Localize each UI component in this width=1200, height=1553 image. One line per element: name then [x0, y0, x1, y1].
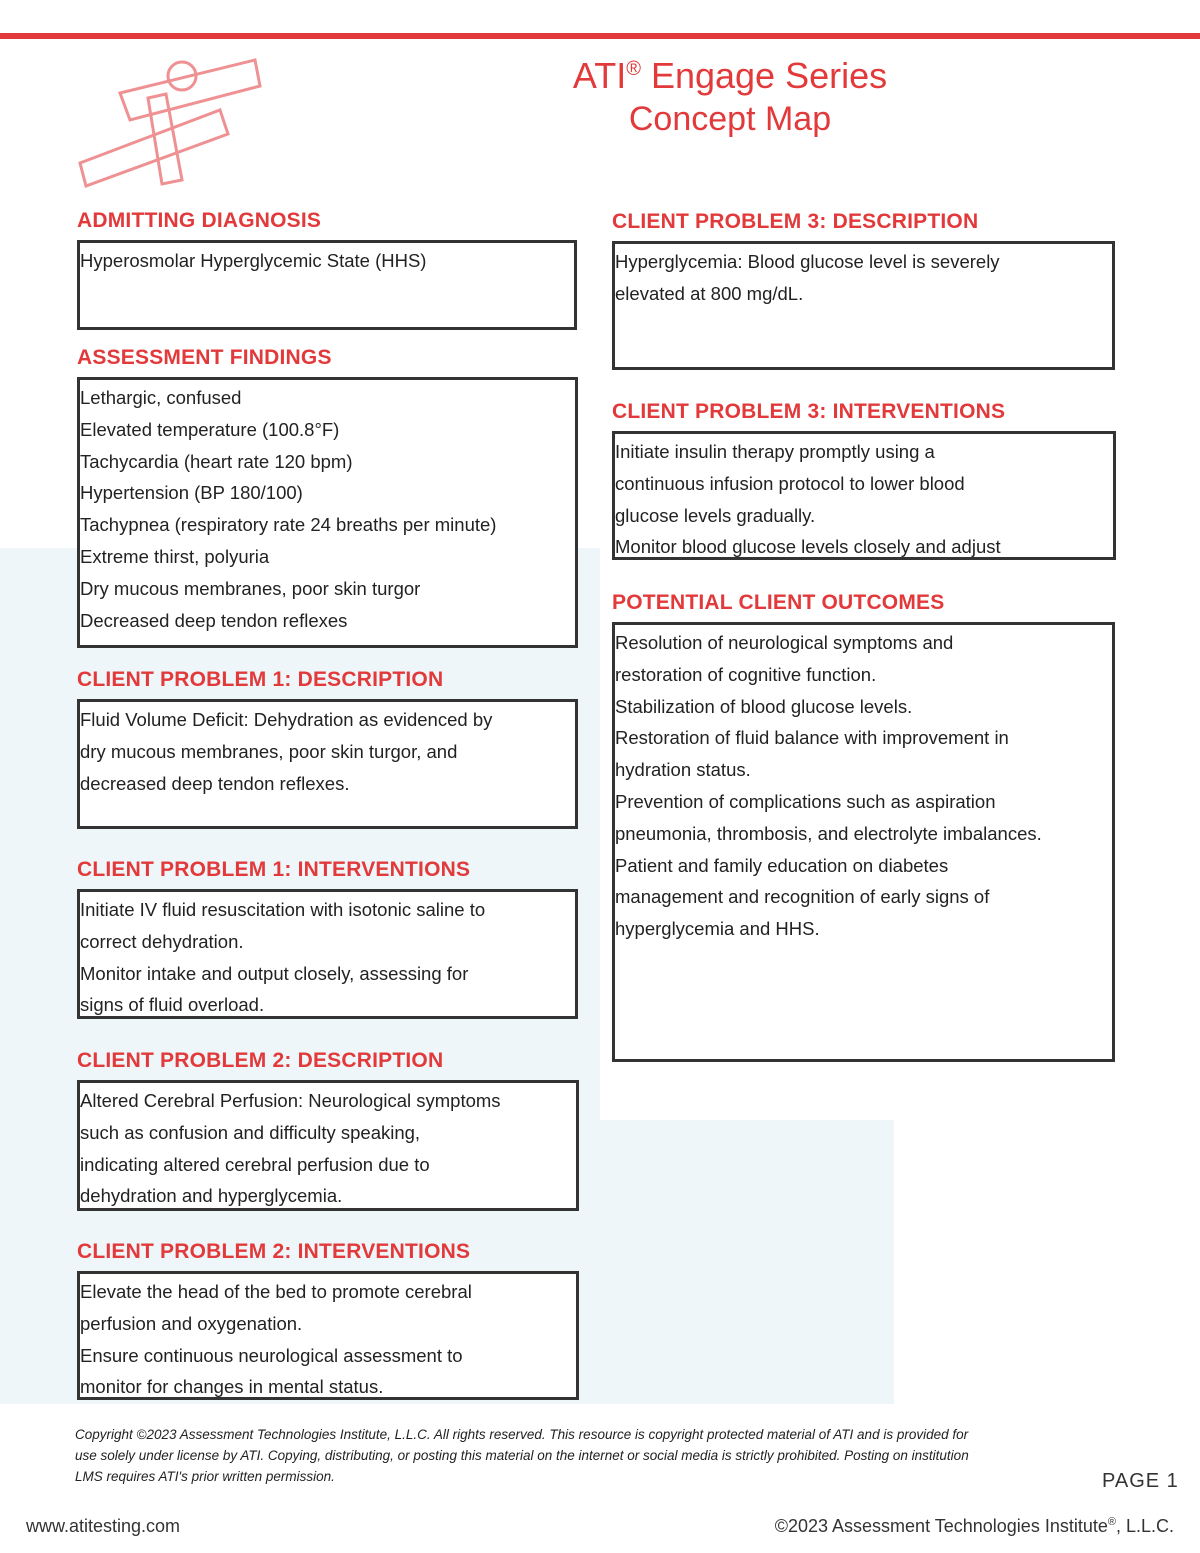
text-line: monitor for changes in mental status. — [80, 1376, 384, 1398]
ati-figure-logo-icon — [70, 48, 270, 188]
section-heading: CLIENT PROBLEM 1: DESCRIPTION — [77, 668, 444, 691]
text-line: pneumonia, thrombosis, and electrolyte imbalances. — [615, 822, 1042, 844]
section-problem1-description — [77, 667, 578, 829]
text-line: Hyperosmolar Hyperglycemic State (HHS) — [80, 250, 427, 271]
footer-company: ©2023 Assessment Technologies Institute®, L.L.C. — [774, 1516, 1174, 1536]
text-box — [612, 622, 1115, 1062]
text-line: Initiate IV fluid resuscitation with isotonic saline to — [80, 899, 486, 920]
text-line: Initiate insulin therapy promptly using a — [615, 441, 935, 462]
page-title: ATI® Engage Series — [572, 55, 888, 96]
section-heading: ASSESSMENT FINDINGS — [77, 346, 332, 369]
text-line: continuous infusion protocol to lower blood — [615, 472, 965, 494]
text-box — [77, 699, 578, 829]
text-box — [77, 889, 578, 1019]
copyright-line: LMS requires ATI's prior written permission. — [75, 1469, 335, 1484]
text-box — [77, 1080, 579, 1211]
text-box — [612, 241, 1115, 370]
section-problem2-description — [77, 1048, 579, 1211]
text-line: Stabilization of blood glucose levels. — [615, 695, 913, 717]
page-subtitle: Concept Map — [628, 100, 832, 138]
background-panel-right — [600, 1120, 894, 1404]
text-line: decreased deep tendon reflexes. — [80, 772, 350, 794]
text-line: Lethargic, confused — [80, 387, 242, 408]
section-admitting-diagnosis — [77, 208, 577, 330]
text-line: Patient and family education on diabetes — [615, 854, 949, 876]
text-line: Altered Cerebral Perfusion: Neurological symptoms — [80, 1090, 501, 1111]
text-line: Restoration of fluid balance with improvement in — [615, 727, 1009, 749]
text-line: Resolution of neurological symptoms and — [615, 632, 954, 653]
section-problem3-description — [612, 209, 1115, 370]
title-block — [560, 48, 900, 141]
section-problem3-interventions — [612, 399, 1116, 560]
section-assessment-findings — [77, 345, 578, 648]
text-line: elevated at 800 mg/dL. — [615, 282, 804, 304]
section-heading: CLIENT PROBLEM 3: INTERVENTIONS — [612, 400, 1006, 423]
website-link[interactable]: www.atitesting.com — [26, 1516, 181, 1536]
text-line: Tachycardia (heart rate 120 bpm) — [80, 450, 353, 472]
text-line: signs of fluid overload. — [80, 994, 265, 1016]
section-heading: CLIENT PROBLEM 2: INTERVENTIONS — [77, 1240, 471, 1263]
section-heading: CLIENT PROBLEM 3: DESCRIPTION — [612, 210, 979, 233]
text-line: perfusion and oxygenation. — [80, 1312, 303, 1334]
top-rule — [0, 33, 1200, 39]
text-line: Decreased deep tendon reflexes — [80, 609, 348, 631]
text-line: such as confusion and difficulty speaking, — [80, 1121, 421, 1143]
text-box — [77, 377, 578, 648]
text-line: hyperglycemia and HHS. — [615, 918, 820, 940]
copyright-line: use solely under license by ATI. Copying, distributing, or posting this material on the internet or social media is strictly prohibited. Posting on institution — [75, 1448, 969, 1463]
text-line: Tachypnea (respiratory rate 24 breaths per minute) — [80, 514, 497, 536]
text-box — [612, 431, 1116, 560]
copyright-notice — [75, 1424, 1145, 1487]
text-line: Ensure continuous neurological assessment to — [80, 1344, 463, 1366]
ati-logo — [70, 48, 270, 193]
section-heading: ADMITTING DIAGNOSIS — [77, 209, 322, 232]
section-heading: CLIENT PROBLEM 1: INTERVENTIONS — [77, 858, 471, 881]
text-line: Monitor intake and output closely, assessing for — [80, 962, 469, 984]
text-line: Monitor blood glucose levels closely and adjust — [615, 536, 1001, 558]
section-heading: CLIENT PROBLEM 2: DESCRIPTION — [77, 1049, 444, 1072]
text-line: dry mucous membranes, poor skin turgor, and — [80, 740, 458, 762]
copyright-line: Copyright ©2023 Assessment Technologies Institute, L.L.C. All rights reserved. This resource is copyright protected material of ATI and is provided for — [75, 1427, 969, 1442]
text-line: Elevate the head of the bed to promote cerebral — [80, 1281, 472, 1302]
text-line: Prevention of complications such as aspiration — [615, 790, 996, 812]
text-line: Extreme thirst, polyuria — [80, 545, 270, 567]
section-problem1-interventions — [77, 857, 578, 1019]
text-line: correct dehydration. — [80, 930, 244, 952]
text-line: Dry mucous membranes, poor skin turgor — [80, 577, 421, 599]
text-line: hydration status. — [615, 759, 751, 781]
section-heading: POTENTIAL CLIENT OUTCOMES — [612, 591, 945, 614]
text-line: Hypertension (BP 180/100) — [80, 482, 303, 504]
text-line: dehydration and hyperglycemia. — [80, 1185, 343, 1207]
text-line: Hyperglycemia: Blood glucose level is severely — [615, 251, 1000, 272]
text-line: restoration of cognitive function. — [615, 663, 877, 685]
section-problem2-interventions — [77, 1239, 579, 1400]
section-potential-outcomes — [612, 590, 1115, 1062]
text-box — [77, 1271, 579, 1400]
page-number: PAGE 1 — [1102, 1470, 1179, 1492]
text-line: indicating altered cerebral perfusion due to — [80, 1153, 430, 1175]
text-line: management and recognition of early signs of — [615, 886, 990, 908]
text-line: glucose levels gradually. — [615, 504, 816, 526]
text-line: Fluid Volume Deficit: Dehydration as evidenced by — [80, 709, 493, 730]
text-line: Elevated temperature (100.8°F) — [80, 418, 340, 440]
text-box — [77, 240, 577, 330]
